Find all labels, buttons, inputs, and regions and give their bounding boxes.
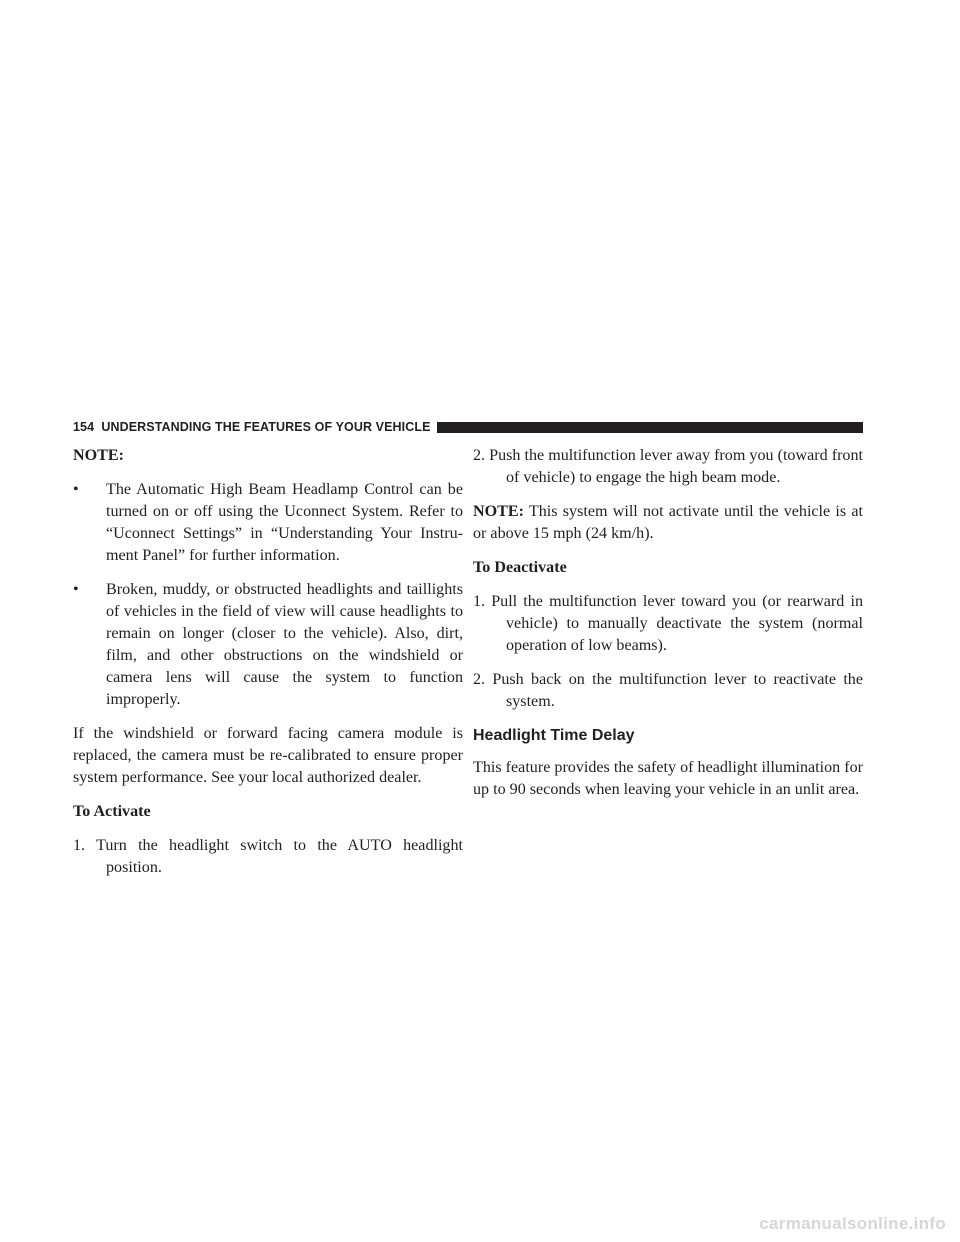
activate-step-1: 1. Turn the headlight switch to the AUTO headlight position.	[73, 837, 463, 876]
watermark: carmanualsonline.info	[759, 1214, 946, 1233]
deactivate-step-1: 1. Pull the multifunction lever toward you (or rearward in vehicle) to manually deactivate the system (normal operation of low beams).	[473, 593, 863, 654]
deactivate-heading: To Deactivate	[473, 559, 567, 576]
bullet-icon: •	[73, 481, 79, 498]
page-header-text	[73, 420, 431, 434]
page-header	[73, 417, 863, 437]
bullet-text: The Automatic High Beam Headlamp Control can be turned on or off using the Uconnect System. Refer to “Uconnect Settings” in “Understanding Your Instru- ment Panel” for further information.	[106, 481, 463, 564]
deactivate-step-2: 2. Push back on the multifunction lever to reactivate the system.	[473, 671, 863, 710]
note-heading: NOTE:	[73, 447, 124, 464]
activate-heading: To Activate	[73, 803, 151, 820]
right-column	[473, 445, 863, 801]
calibration-paragraph: If the windshield or forward facing camera module is replaced, the camera must be re-calibrated to ensure proper system performance. See your local authorized dealer.	[73, 725, 463, 786]
note-label: NOTE:	[473, 503, 524, 520]
activate-step-2: 2. Push the multifunction lever away from you (toward front of vehicle) to engage the high beam mode.	[473, 447, 863, 486]
bullet-item	[73, 579, 463, 711]
bullet-icon: •	[73, 581, 79, 598]
note-paragraph	[473, 501, 863, 545]
page-number: 154	[73, 420, 95, 434]
header-rule-bar	[437, 422, 863, 433]
left-column	[73, 445, 463, 879]
section-title: UNDERSTANDING THE FEATURES OF YOUR VEHICLE	[101, 420, 431, 434]
note-text: This system will not activate until the vehicle is at or above 15 mph (24 km/h).	[473, 503, 863, 542]
bullet-item	[73, 479, 463, 567]
section-heading: Headlight Time Delay	[473, 727, 635, 744]
bullet-text: Broken, muddy, or obstructed headlights and taillights of vehicles in the field of view will cause headlights to remain on longer (closer to the vehicle). Also, dirt, film, and other obstructions on the windshield or camera lens will cause the system to function improperly.	[106, 581, 463, 708]
section-paragraph: This feature provides the safety of headlight illumination for up to 90 seconds when leaving your vehicle in an unlit area.	[473, 759, 863, 798]
